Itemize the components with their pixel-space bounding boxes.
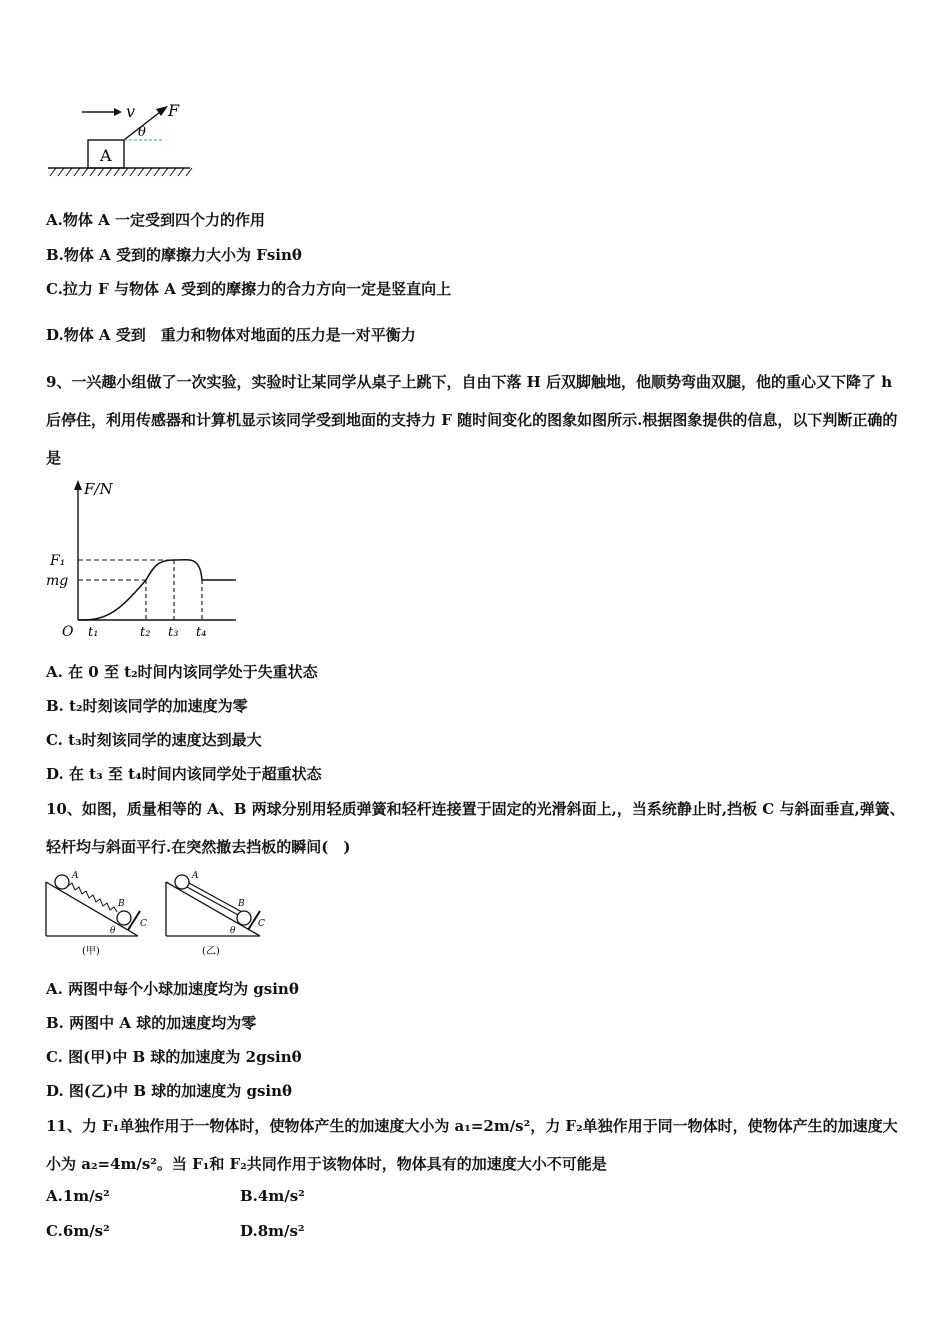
x-tick-label: t₃ — [168, 625, 179, 640]
ball-a — [175, 875, 189, 889]
fig-jia-label: (甲) — [82, 946, 100, 957]
ball-b — [237, 911, 251, 925]
force-label: F — [168, 101, 180, 120]
q8-option-c: C.拉力 F 与物体 A 受到的摩擦力的合力方向一定是竖直向上 — [46, 280, 452, 298]
q8-option-a: A.物体 A 一定受到四个力的作用 — [46, 211, 265, 229]
q11-option-a: A.1m/s² — [46, 1187, 110, 1205]
svg-text:C: C — [258, 919, 265, 929]
figure-yi — [166, 871, 265, 957]
force-time-chart — [44, 474, 244, 646]
y-tick-label: mg — [46, 573, 69, 589]
x-tick-label: t₂ — [140, 625, 151, 640]
q9-option-a: A. 在 0 至 t₂时间内该同学处于失重状态 — [46, 663, 318, 681]
y-axis-arrow — [74, 480, 82, 490]
q9-option-c: C. t₃时刻该同学的速度达到最大 — [46, 731, 262, 749]
force-curve — [78, 560, 236, 620]
svg-text:θ: θ — [230, 926, 236, 936]
spring — [68, 883, 117, 912]
q10-option-a: A. 两图中每个小球加速度均为 gsinθ — [46, 980, 299, 998]
q10-option-b: B. 两图中 A 球的加速度均为零 — [46, 1014, 257, 1032]
x-tick-label: t₁ — [88, 625, 99, 640]
y-axis-label: F/N — [84, 480, 113, 498]
svg-text:θ: θ — [110, 926, 116, 936]
q11-option-d: D.8m/s² — [240, 1222, 305, 1240]
q11-option-b: B.4m/s² — [240, 1187, 305, 1205]
fig-yi-label: (乙) — [202, 946, 220, 957]
svg-text:B: B — [118, 899, 125, 909]
q9-stem: 9、一兴趣小组做了一次实验，实验时让某同学从桌子上跳下，自由下落 H 后双脚触地，他顺势弯曲双腿，他的重心又下降了 h 后停住，利用传感器和计算机显示该同学受到地面的支持力 F 随时间变化的图象如图所示.根据图象提供的信息，以下判断正确的是 — [46, 373, 898, 467]
figure-jia — [46, 871, 147, 957]
x-tick-label: t₄ — [196, 625, 207, 640]
q11-option-c: C.6m/s² — [46, 1222, 110, 1240]
svg-text:A: A — [192, 871, 199, 881]
svg-text:A: A — [72, 871, 79, 881]
q8-option-d: D.物体 A 受到 重力和物体对地面的压力是一对平衡力 — [46, 326, 416, 344]
q10-option-c: C. 图(甲)中 B 球的加速度为 2gsinθ — [46, 1048, 302, 1066]
q8-option-b: B.物体 A 受到的摩擦力大小为 Fsinθ — [46, 246, 302, 264]
rod — [187, 887, 240, 916]
q11-stem: 11、力 F₁单独作用于一物体时，使物体产生的加速度大小为 a₁=2m/s²，力 F₂单独作用于同一物体时，使物体产生的加速度大小为 a₂=4m/s²。当 F₁和 F₂共同作用于该物体时，物体具有的加速度大小不可能是 — [46, 1117, 898, 1173]
ground-hatch — [50, 168, 192, 176]
origin-label: O — [62, 624, 74, 640]
svg-text:B: B — [238, 899, 245, 909]
y-tick-label: F₁ — [50, 553, 66, 569]
q10-stem: 10、如图，质量相等的 A、B 两球分别用轻质弹簧和轻杆连接置于固定的光滑斜面上,，当系统静止时,挡板 C 与斜面垂直,弹簧、轻杆均与斜面平行.在突然撤去挡板的瞬间( ) — [46, 800, 905, 856]
q10-option-d: D. 图(乙)中 B 球的加速度为 gsinθ — [46, 1082, 292, 1100]
q9-option-b: B. t₂时刻该同学的加速度为零 — [46, 697, 248, 715]
q9-option-d: D. 在 t₃ 至 t₄时间内该同学处于超重状态 — [46, 765, 322, 783]
block-force-figure — [44, 98, 204, 182]
ball-a — [55, 875, 69, 889]
block-a-label: A — [100, 146, 112, 165]
svg-text:C: C — [140, 919, 147, 929]
velocity-label: v — [126, 102, 136, 121]
theta-label: θ — [138, 125, 146, 140]
incline-figures — [40, 868, 280, 960]
ball-b — [117, 911, 131, 925]
